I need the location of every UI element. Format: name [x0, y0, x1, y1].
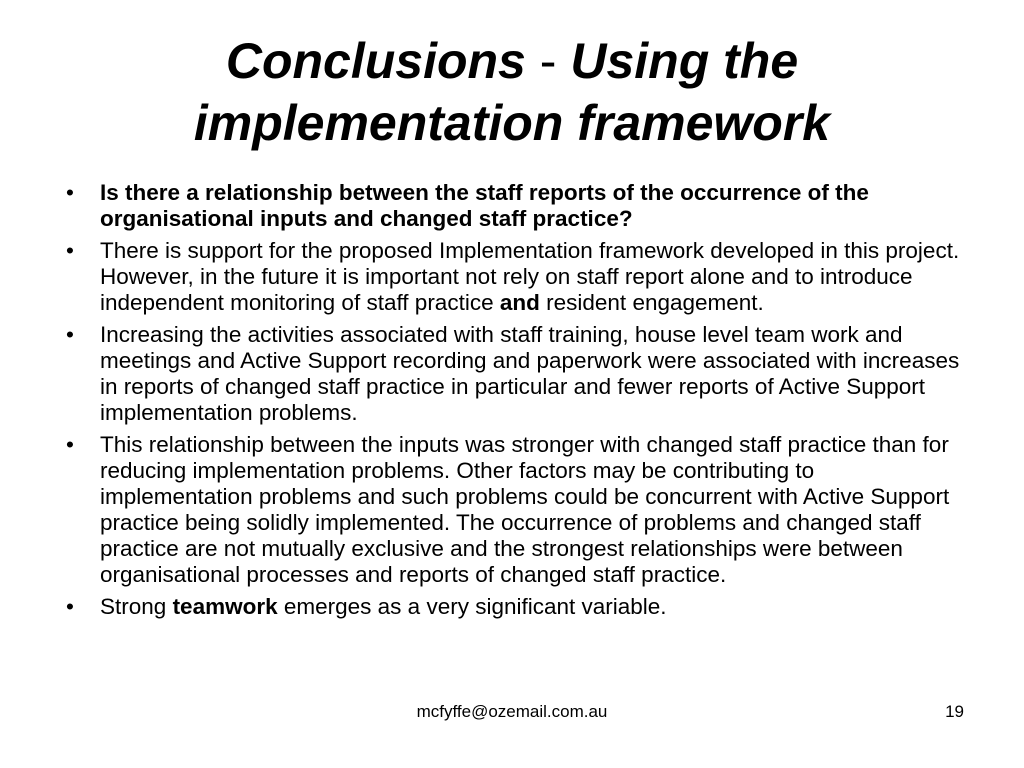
bullet-text: Increasing the activities associated with staff training, house level team work and meetings and Active Support recording and paperwork were associated with increases in reports of changed staff practice in particular and fewer reports of Active Support implementation problems.	[100, 322, 960, 425]
bullet-icon: •	[66, 594, 74, 619]
title-part-2: Using the implementation framework	[193, 33, 831, 151]
bullet-item	[60, 594, 970, 620]
footer-email: mcfyffe@ozemail.com.au	[416, 702, 608, 721]
bullet-icon: •	[66, 432, 74, 457]
title-part-1: Conclusions	[225, 33, 526, 89]
slide-number: 19	[945, 702, 964, 721]
bullet-list	[60, 180, 970, 626]
bullet-item	[60, 432, 970, 588]
bullet-item	[60, 322, 970, 426]
bullet-icon: •	[66, 180, 74, 205]
bullet-text: Strong	[100, 594, 167, 619]
bullet-text: This relationship between the inputs was stronger with changed staff practice than for reducing implementation problems. Other factors may be contributing to implementation problems and such problems could be concurrent with Active Support practice being solidly implemented. The occurrence of problems and changed staff practice are not mutually exclusive and the strongest relationships were between organisational processes and reports of changed staff practice.	[100, 432, 950, 587]
slide-title	[60, 30, 964, 154]
bullet-item	[60, 238, 970, 316]
bullet-icon: •	[66, 322, 74, 347]
bullet-text: resident engagement.	[546, 290, 764, 315]
bullet-emphasis: and	[499, 290, 540, 315]
title-dash: -	[539, 33, 557, 89]
bullet-emphasis: teamwork	[172, 594, 278, 619]
bullet-icon: •	[66, 238, 74, 263]
bullet-text: emerges as a very significant variable.	[283, 594, 667, 619]
bullet-item	[60, 180, 970, 232]
bullet-question: Is there a relationship between the staff reports of the occurrence of the organisational inputs and changed staff practice?	[100, 180, 869, 231]
bullet-text: There is support for the proposed Implementation framework developed in this project. However, in the future it is important not rely on staff report alone and to introduce independent monitoring of staff practice	[100, 238, 960, 315]
